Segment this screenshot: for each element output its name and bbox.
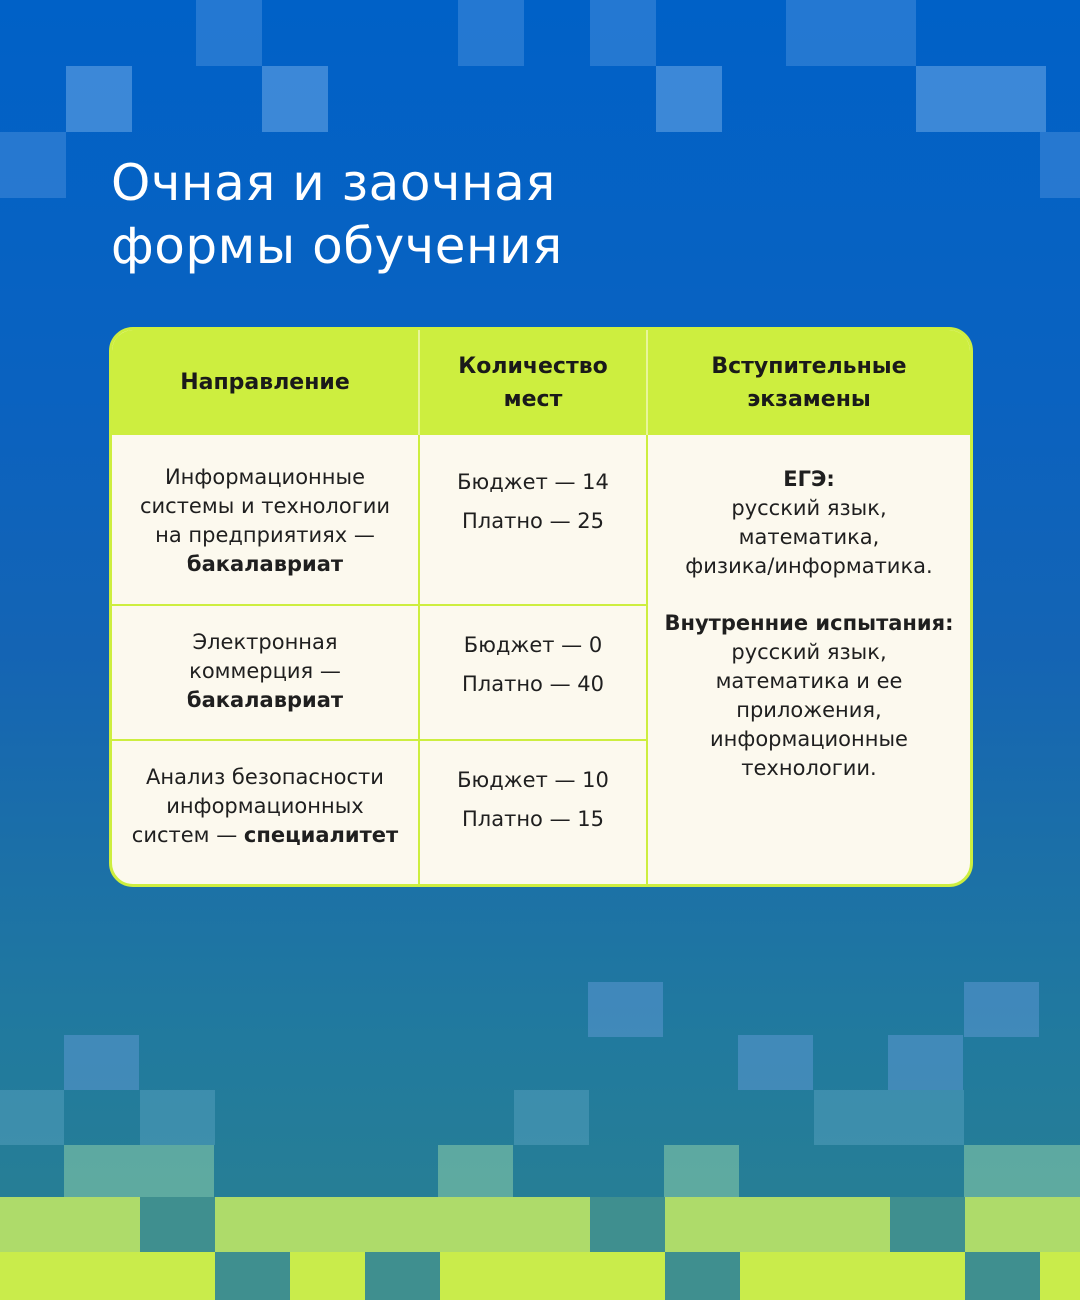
internal-subject: технологии. [741,756,877,780]
budget-seats: Бюджет — 14 [457,470,609,494]
internal-subject: приложения, [736,698,882,722]
header-exams-line-1: Вступительные [711,353,907,379]
direction-tail: систем — [131,823,244,847]
cell-seats [419,605,647,740]
direction-line: Электронная [192,630,338,654]
budget-seats: Бюджет — 10 [457,768,609,792]
ege-subject: русский язык, [731,496,887,520]
direction-line: Информационные [164,465,366,489]
internal-subject: математика и ее [715,669,903,693]
ege-title: ЕГЭ: [783,467,835,491]
internal-title: Внутренние испытания: [664,611,954,635]
degree-label: бакалавриат [186,688,344,712]
degree-label: специалитет [243,823,399,847]
direction-line [126,821,404,850]
header-exams-line-2: экзамены [747,386,871,412]
header-direction-label: Направление [180,370,350,395]
paid-seats: Платно — 40 [462,672,604,696]
direction-line: Анализ безопасности [146,765,384,789]
admission-table [109,327,973,887]
ege-subject: физика/информатика. [685,554,933,578]
direction-line: коммерция — [189,659,341,683]
page-title-line-1: Очная и заочная [111,154,556,212]
direction-line: на предприятиях — [155,523,375,547]
paid-seats: Платно — 25 [462,509,604,533]
direction-line: информационных [166,794,364,818]
header-direction [112,330,419,435]
exam-spacer [656,581,962,609]
cell-direction [112,740,419,884]
cell-seats [419,435,647,605]
header-exams [647,330,970,435]
direction-line: системы и технологии [139,494,391,518]
header-seats-line-1: Количество [458,353,608,379]
degree-label: бакалавриат [186,552,344,576]
page-title-line-2: формы обучения [111,217,563,275]
cell-seats [419,740,647,884]
cell-direction [112,605,419,740]
table-row [112,435,970,605]
header-seats [419,330,647,435]
table-header-row [112,330,970,435]
ege-subject: математика, [738,525,880,549]
header-seats-line-2: мест [503,386,563,412]
cell-exams [647,435,970,884]
paid-seats: Платно — 15 [462,807,604,831]
cell-direction [112,435,419,605]
internal-subject: информационные [710,727,908,751]
budget-seats: Бюджет — 0 [463,633,603,657]
page-title [111,152,871,278]
internal-subject: русский язык, [731,640,887,664]
